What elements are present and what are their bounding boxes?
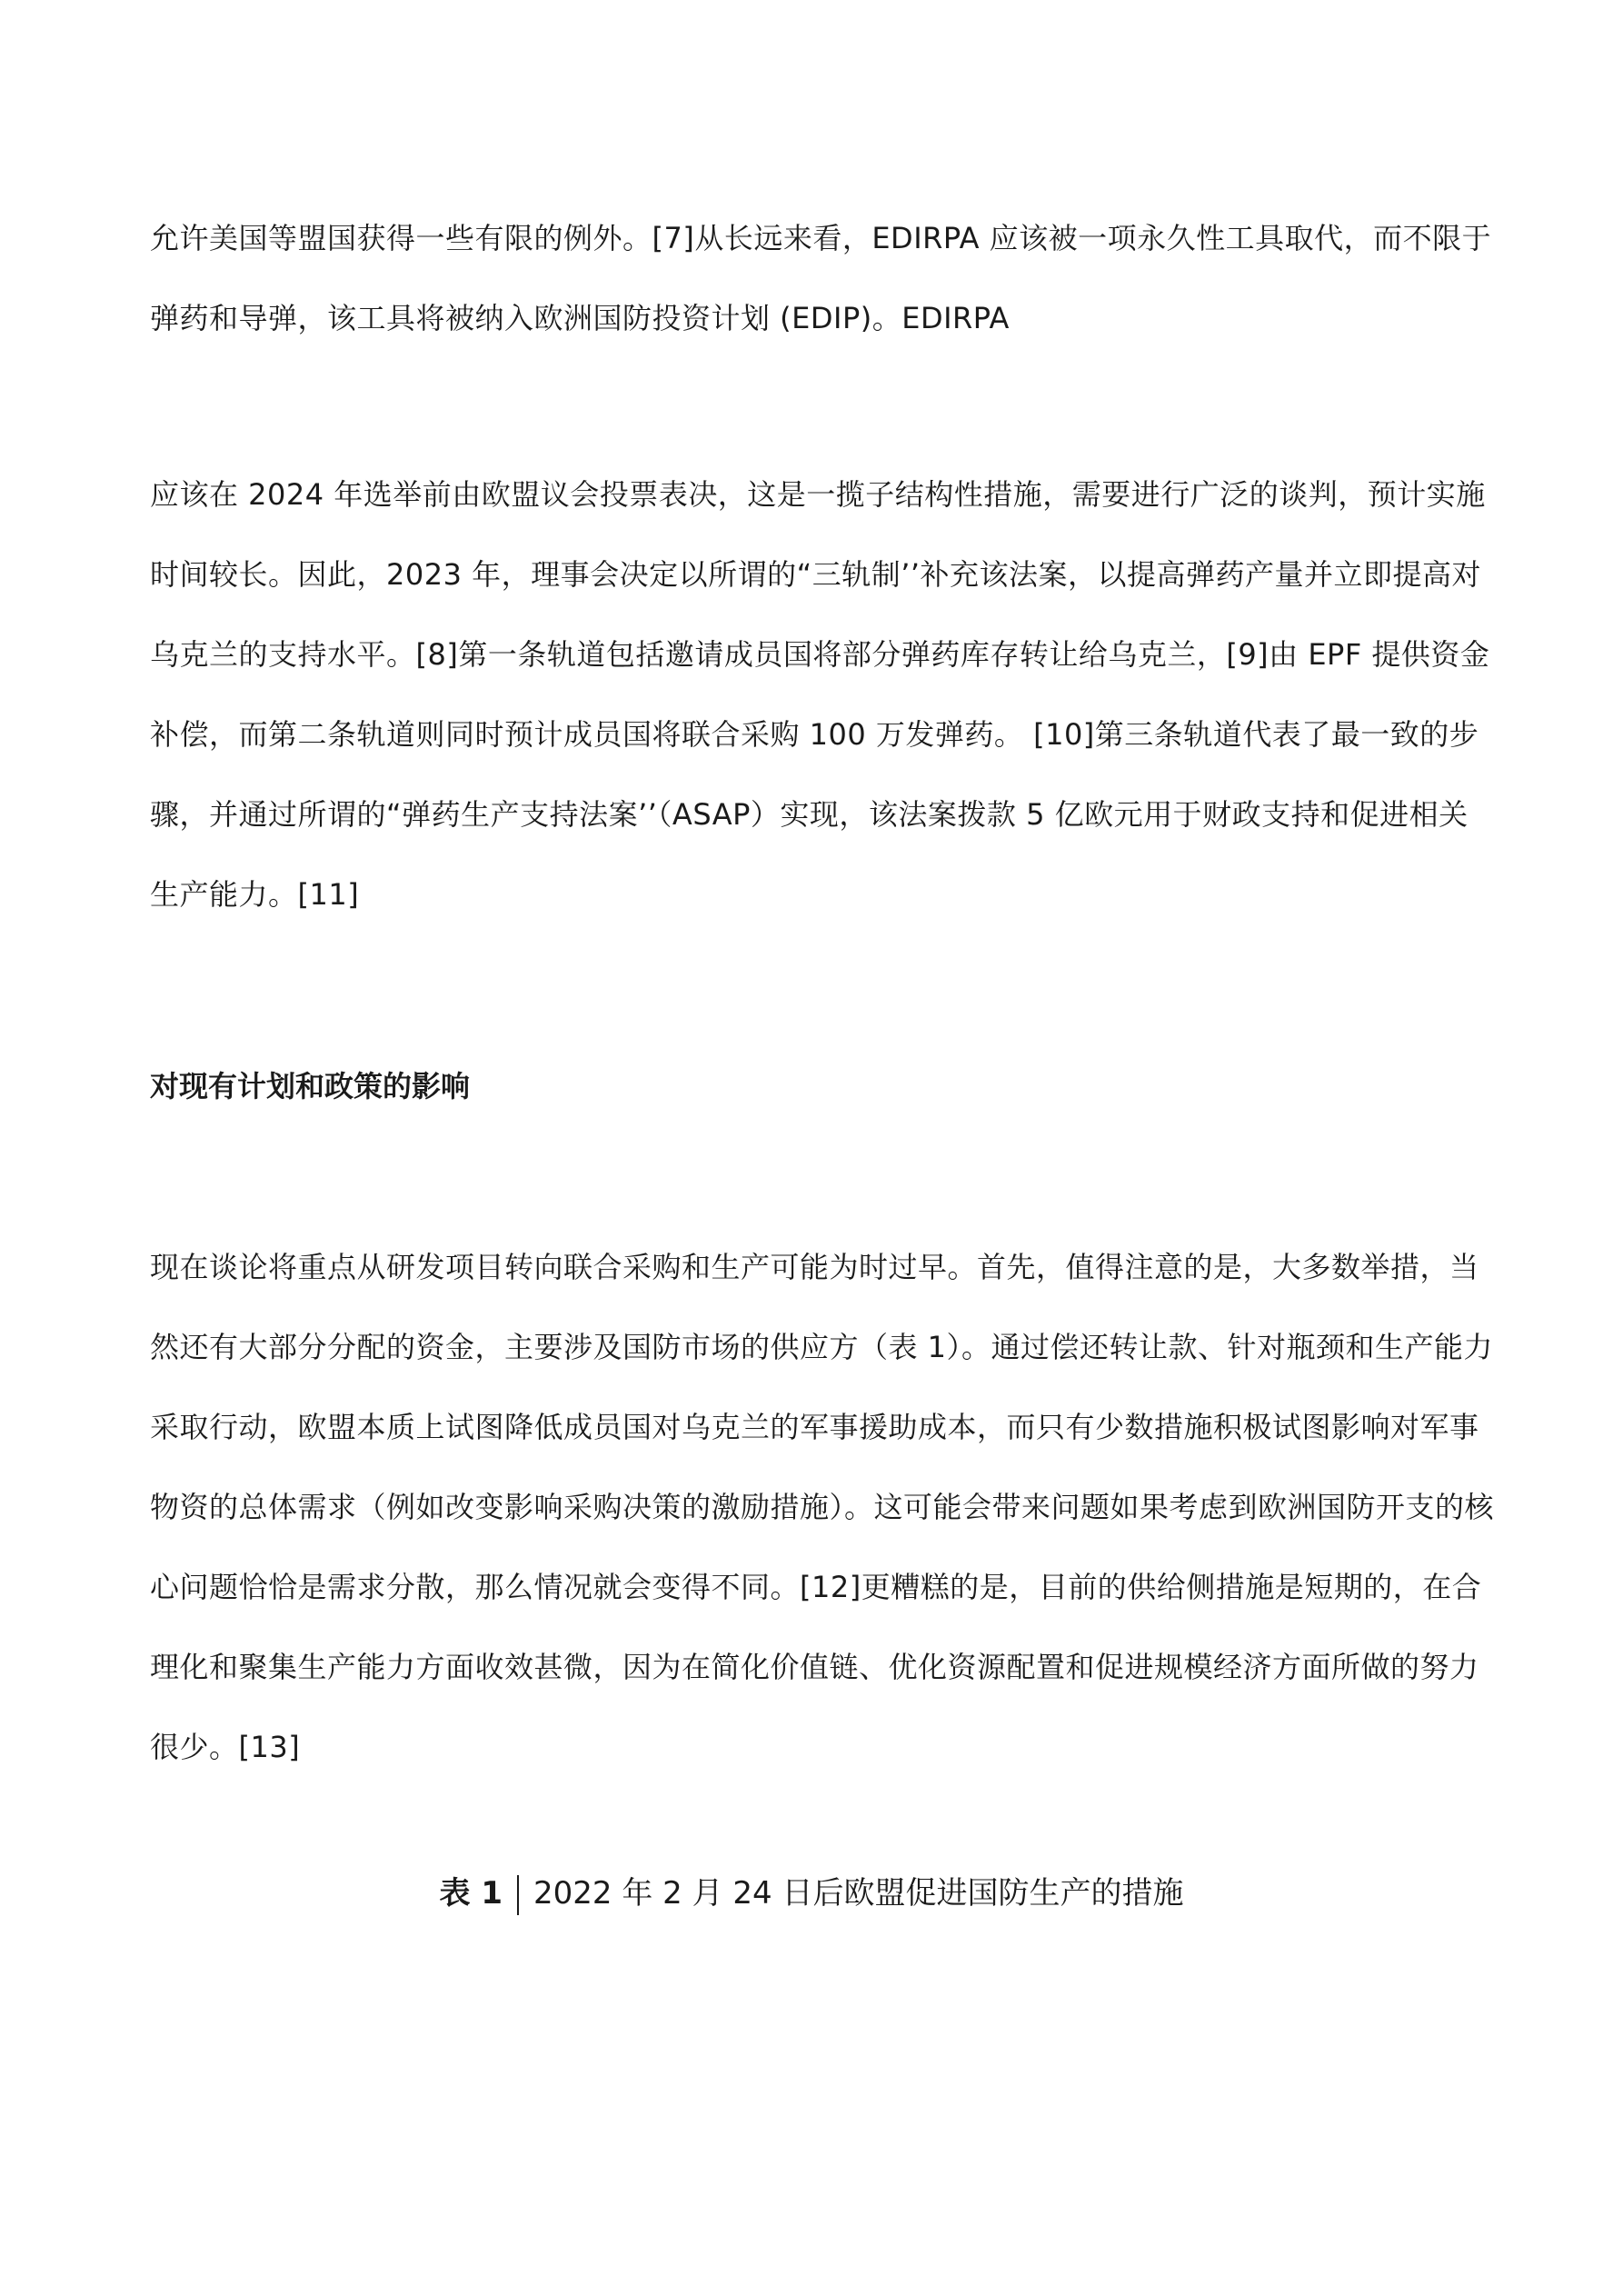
paragraph-edirpa-replacement: 允许美国等盟国获得一些有限的例外。[7]从长远来看，EDIRPA 应该被一项永久性工具取代，而不限于弹药和导弹，该工具将被纳入欧洲国防投资计划 (EDIP)。EDIRPA [150,221,1492,335]
paragraph-three-track: 应该在 2024 年选举前由欧盟议会投票表决，这是一揽子结构性措施，需要进行广泛的谈判，预计实施时间较长。因此，2023 年，理事会决定以所谓的“三轨制’’补充该法案，以提高弹药产量并立即提高对乌克兰的支持水平。[8]第一条轨道包括邀请成员国将部分弹药库存转让给乌克兰，[9]由 EPF 提供资金补偿，而第二条轨道则同时预计成员国将联合采购 100 万发弹药。 [10]第三条轨道代表了最一致的步骤，并通过所谓的“弹药生产支持法案’’（ASAP）实现，该法案拨款 5 亿欧元用于财政支持和促进相关生产能力。[11] [150,477,1490,912]
table-caption [0,1871,1623,1916]
table-caption-label: 表 1 [439,1875,503,1912]
table-caption-text: 2022 年 2 月 24 日后欧盟促进国防生产的措施 [533,1875,1184,1912]
paragraph-demand-supply: 现在谈论将重点从研发项目转向联合采购和生产可能为时过早。首先，值得注意的是，大多数举措，当然还有大部分分配的资金，主要涉及国防市场的供应方（表 1）。通过偿还转让款、针对瓶颈和生产能力采取行动，欧盟本质上试图降低成员国对乌克兰的军事援助成本，而只有少数措施积极试图影响对军事物资的总体需求（例如改变影响采购决策的激励措施）。这可能会带来问题如果考虑到欧洲国防开支的核心问题恰恰是需求分散，那么情况就会变得不同。[12]更糟糕的是，目前的供给侧措施是短期的，在合理化和聚集生产能力方面收效甚微，因为在简化价值链、优化资源配置和促进规模经济方面所做的努力很少。[13] [150,1250,1495,1764]
caption-divider [517,1875,519,1915]
section-heading: 对现有计划和政策的影响 [150,1069,471,1103]
